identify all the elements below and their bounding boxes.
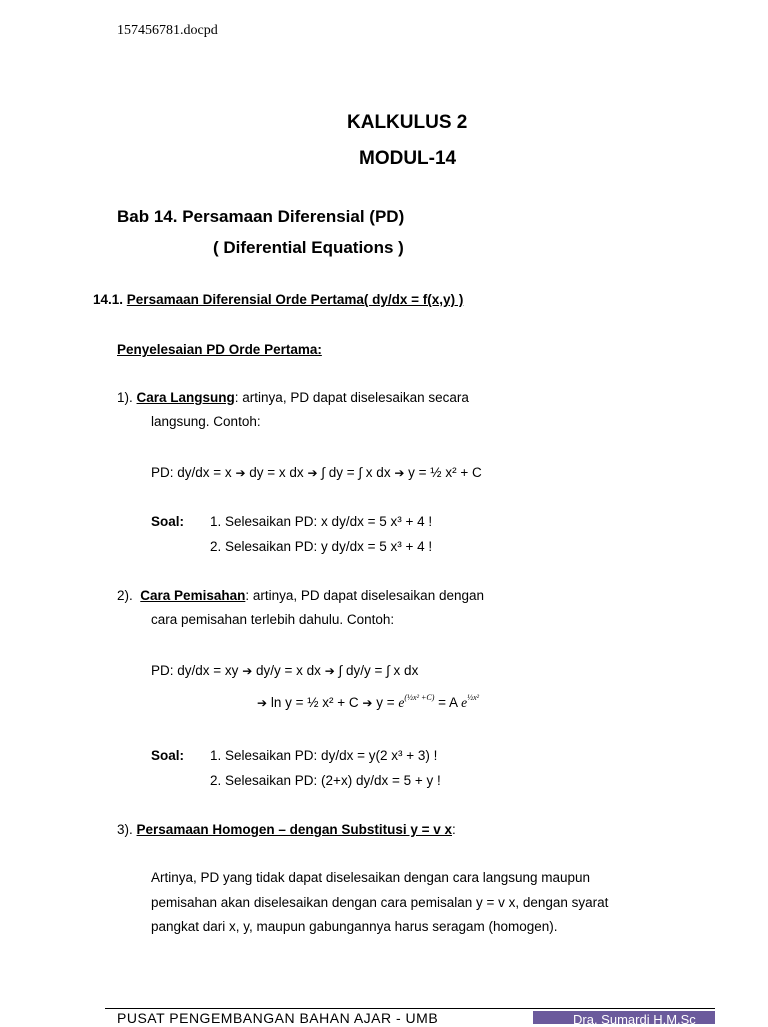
example2-equals-a: = A [438, 695, 458, 710]
arrow-icon: ➔ [362, 696, 373, 710]
item1-soal-label: Soal: [151, 514, 185, 529]
example1-part-c: ∫ dy = ∫ x dx [321, 465, 391, 480]
section-heading [93, 292, 463, 307]
chapter-subtitle: ( Diferential Equations ) [213, 238, 404, 257]
example1-part-d: y = ½ x² + C [408, 465, 482, 480]
item1-example [151, 465, 482, 480]
arrow-icon: ➔ [235, 466, 246, 480]
item1-number: 1). [117, 390, 133, 405]
item3-para-line2: pemisahan akan diselesaikan dengan cara pemisalan y = v x, dengan syarat [151, 895, 609, 910]
file-name: 157456781.docpd [117, 23, 218, 38]
item2-soal2: 2. Selesaikan PD: (2+x) dy/dx = 5 + y ! [210, 773, 441, 788]
item2-soal-label: Soal: [151, 748, 185, 763]
item1-desc: : artinya, PD dapat diselesaikan secara [234, 390, 469, 405]
exponential-expression-1: $e^{(\frac{1}{2}x^2 +C)}$ [398, 693, 435, 710]
item3-para-line3: pangkat dari x, y, maupun gabungannya harus seragam (homogen). [151, 919, 558, 934]
item1-desc2: langsung. Contoh: [151, 414, 261, 429]
item1-soal2: 2. Selesaikan PD: y dy/dx = 5 x³ + 4 ! [210, 539, 433, 554]
item3-colon: : [452, 822, 456, 837]
example2-part-b: dy/y = x dx [256, 663, 321, 678]
chapter-title: Bab 14. Persamaan Diferensial (PD) [117, 207, 405, 226]
item2-example [151, 663, 418, 678]
example2-part-a: PD: dy/dx = xy [151, 663, 239, 678]
item2-soal1: 1. Selesaikan PD: dy/dx = y(2 x³ + 3) ! [210, 748, 438, 763]
arrow-icon: ➔ [394, 466, 405, 480]
arrow-icon: ➔ [242, 664, 253, 678]
section-number: 14.1. [93, 292, 124, 307]
item2-line [117, 588, 484, 603]
module-title: MODUL-14 [359, 148, 457, 169]
item1-line [117, 390, 469, 405]
exponential-expression-2: $e^{\frac{1}{2}x^2}$ [461, 693, 480, 710]
item3-para-line1: Artinya, PD yang tidak dapat diselesaikan dengan cara langsung maupun [151, 870, 591, 885]
subsection-heading: Penyelesaian PD Orde Pertama: [117, 342, 322, 357]
arrow-icon: ➔ [307, 466, 318, 480]
footer-divider [105, 1008, 715, 1009]
example1-part-a: PD: dy/dx = x [151, 465, 232, 480]
item2-desc: : artinya, PD dapat diselesaikan dengan [245, 588, 484, 603]
example2-part-c: ∫ dy/y = ∫ x dx [338, 663, 419, 678]
section-title: Persamaan Diferensial Orde Pertama( dy/dx = f(x,y) ) [126, 292, 464, 307]
item2-term: Cara Pemisahan [140, 588, 246, 603]
footer-author-box [533, 1011, 715, 1027]
item3-term: Persamaan Homogen – dengan Substitusi y = v x [136, 822, 453, 837]
footer-institution: PUSAT PENGEMBANGAN BAHAN AJAR - UMB [117, 1010, 439, 1026]
footer-author: Dra. Sumardi H.M.Sc [573, 1012, 696, 1027]
example1-part-b: dy = x dx [249, 465, 304, 480]
item2-number: 2). [117, 588, 133, 603]
item3-line [117, 822, 456, 837]
item2-example-line2 [257, 693, 479, 711]
item2-desc2: cara pemisahan terlebih dahulu. Contoh: [151, 612, 395, 627]
course-title: KALKULUS 2 [347, 112, 468, 133]
item1-soal1: 1. Selesaikan PD: x dy/dx = 5 x³ + 4 ! [210, 514, 433, 529]
arrow-icon: ➔ [257, 696, 268, 710]
item3-number: 3). [117, 822, 133, 837]
arrow-icon: ➔ [324, 664, 335, 678]
item1-term: Cara Langsung [136, 390, 235, 405]
example2-line2-part-a: ln y = ½ x² + C [270, 695, 359, 710]
example2-line2-part-b: y = [376, 695, 395, 710]
